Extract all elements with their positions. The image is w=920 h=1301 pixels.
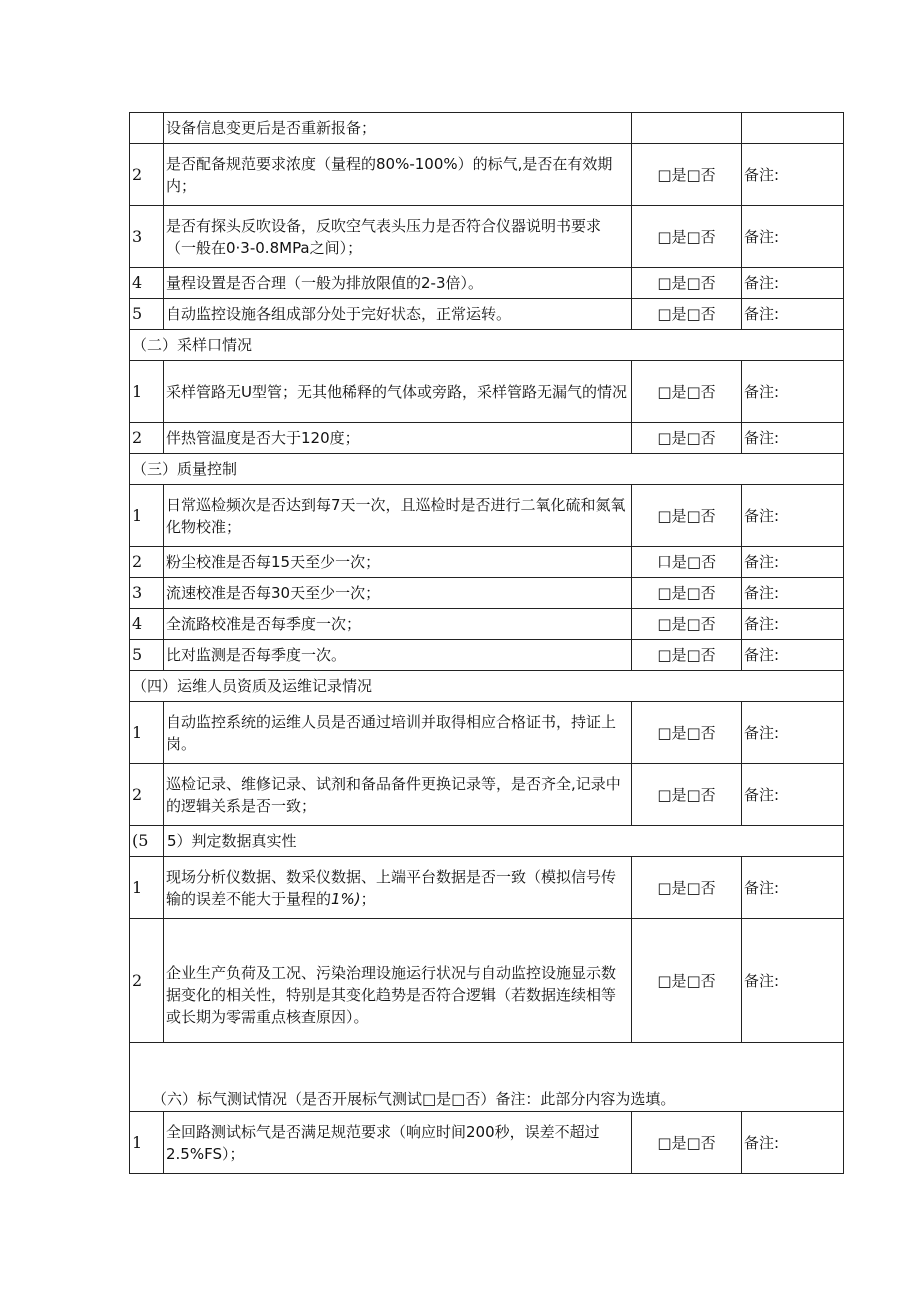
row-number: 2 [130, 764, 164, 826]
check-item-text: 是否有探头反吹设备，反吹空气表头压力是否符合仪器说明书要求（一般在0·3-0.8MPa之间）； [164, 206, 632, 268]
table-row [130, 423, 844, 454]
yes-no-checkbox[interactable]: □是□否 [632, 423, 742, 454]
yes-no-checkbox[interactable]: □是□否 [632, 764, 742, 826]
row-number: 1 [130, 702, 164, 764]
table-row [130, 547, 844, 578]
section-row [130, 454, 844, 485]
note-label: 备注: [742, 857, 844, 919]
check-item-text: 自动监控设施各组成部分处于完好状态，正常运转。 [164, 299, 632, 330]
table-row [130, 268, 844, 299]
section-heading: （三）质量控制 [130, 454, 844, 485]
row-number [130, 113, 164, 144]
yes-no-checkbox[interactable]: □是□否 [632, 578, 742, 609]
table-row [130, 299, 844, 330]
check-item-text: 全流路校准是否每季度一次； [164, 609, 632, 640]
note-label: 备注: [742, 702, 844, 764]
check-item-text: 是否配备规范要求浓度（量程的80%-100%）的标气,是否在有效期内； [164, 144, 632, 206]
table-row [130, 485, 844, 547]
note-label: 备注: [742, 206, 844, 268]
section-row [130, 671, 844, 702]
table-row [130, 764, 844, 826]
note-label: 备注: [742, 299, 844, 330]
table-row [130, 702, 844, 764]
table-row [130, 144, 844, 206]
yes-no-checkbox[interactable]: □是□否 [632, 857, 742, 919]
check-item-text: 企业生产负荷及工况、污染治理设施运行状况与自动监控设施显示数据变化的相关性，特别是其变化趋势是否符合逻辑（若数据连续相等或长期为零需重点核查原因）。 [164, 919, 632, 1043]
yes-no-checkbox[interactable]: □是□否 [632, 206, 742, 268]
yes-no-checkbox[interactable]: □是□否 [632, 485, 742, 547]
note-label: 备注: [742, 268, 844, 299]
note-label: 备注: [742, 578, 844, 609]
row-number: 2 [130, 919, 164, 1043]
note-label: 备注: [742, 423, 844, 454]
yes-no-checkbox[interactable]: □是□否 [632, 1112, 742, 1174]
row-number: 1 [130, 485, 164, 547]
note-label [742, 113, 844, 144]
table-row [130, 640, 844, 671]
note-label: 备注: [742, 919, 844, 1043]
check-item-text: 量程设置是否合理（一般为排放限值的2-3倍）。 [164, 268, 632, 299]
yes-no-checkbox[interactable]: □是□否 [632, 299, 742, 330]
row-number: 1 [130, 857, 164, 919]
yes-no-checkbox[interactable] [632, 113, 742, 144]
note-label: 备注: [742, 1112, 844, 1174]
note-label: 备注: [742, 609, 844, 640]
table-row [130, 857, 844, 919]
row-number: 3 [130, 206, 164, 268]
yes-no-checkbox[interactable]: □是□否 [632, 919, 742, 1043]
yes-no-checkbox[interactable]: 口是□否 [632, 547, 742, 578]
note-label: 备注: [742, 640, 844, 671]
table-row [130, 113, 844, 144]
section-heading: 5）判定数据真实性 [164, 826, 844, 857]
table-row [130, 919, 844, 1043]
section-row [130, 826, 844, 857]
section-number: (5 [130, 826, 164, 857]
yes-no-checkbox[interactable]: □是□否 [632, 640, 742, 671]
note-label: 备注: [742, 144, 844, 206]
section-row [130, 330, 844, 361]
inspection-table [129, 112, 844, 1174]
yes-no-checkbox[interactable]: □是□否 [632, 361, 742, 423]
section-row [130, 1043, 844, 1112]
table-row [130, 1112, 844, 1174]
check-item-text: 伴热管温度是否大于120度； [164, 423, 632, 454]
row-number: 2 [130, 144, 164, 206]
row-number: 1 [130, 1112, 164, 1174]
check-item-text: 全回路测试标气是否满足规范要求（响应时间200秒，误差不超过2.5%FS）； [164, 1112, 632, 1174]
section-heading: （四）运维人员资质及运维记录情况 [130, 671, 844, 702]
yes-no-checkbox[interactable]: □是□否 [632, 144, 742, 206]
row-number: 4 [130, 268, 164, 299]
yes-no-checkbox[interactable]: □是□否 [632, 702, 742, 764]
table-row [130, 206, 844, 268]
yes-no-checkbox[interactable]: □是□否 [632, 268, 742, 299]
note-label: 备注: [742, 764, 844, 826]
row-number: 3 [130, 578, 164, 609]
note-label: 备注: [742, 485, 844, 547]
check-item-text [164, 857, 632, 919]
check-item-text-end: ； [360, 889, 376, 908]
row-number: 5 [130, 299, 164, 330]
check-item-text: 流速校准是否每30天至少一次； [164, 578, 632, 609]
check-item-text-italic: 1%) [331, 889, 361, 908]
row-number: 2 [130, 423, 164, 454]
note-label: 备注: [742, 361, 844, 423]
section-heading: （六）标气测试情况（是否开展标气测试□是□否）备注：此部分内容为选填。 [130, 1043, 844, 1112]
check-item-text: 比对监测是否每季度一次。 [164, 640, 632, 671]
row-number: 4 [130, 609, 164, 640]
check-item-text: 设备信息变更后是否重新报备； [164, 113, 632, 144]
yes-no-checkbox[interactable]: □是□否 [632, 609, 742, 640]
row-number: 2 [130, 547, 164, 578]
note-label: 备注: [742, 547, 844, 578]
check-item-text: 巡检记录、维修记录、试剂和备品备件更换记录等，是否齐全,记录中的逻辑关系是否一致； [164, 764, 632, 826]
check-item-text-main: 现场分析仪数据、数采仪数据、上端平台数据是否一致（模拟信号传输的误差不能大于量程的 [166, 867, 617, 908]
check-item-text: 日常巡检频次是否达到每7天一次，且巡检时是否进行二氧化硫和氮氧化物校准； [164, 485, 632, 547]
table-row [130, 578, 844, 609]
table-row [130, 361, 844, 423]
section-heading: （二）采样口情况 [130, 330, 844, 361]
row-number: 5 [130, 640, 164, 671]
check-item-text: 自动监控系统的运维人员是否通过培训并取得相应合格证书，持证上岗。 [164, 702, 632, 764]
check-item-text: 粉尘校准是否每15天至少一次； [164, 547, 632, 578]
check-item-text: 采样管路无U型管；无其他稀释的气体或旁路，采样管路无漏气的情况 [164, 361, 632, 423]
table-row [130, 609, 844, 640]
row-number: 1 [130, 361, 164, 423]
